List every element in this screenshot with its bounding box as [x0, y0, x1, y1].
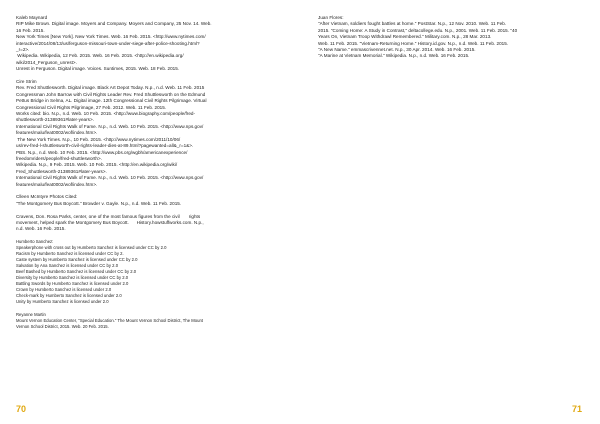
- citation-entry: PBS. N.p., n.d. Web. 10 Feb. 2015. <http://www.pbs.org/wgbh/americanexperience/ freedomriders/people/fred-shuttlesworth>.: [16, 149, 188, 161]
- citation-entry: Crown by Humberto Sanchez is licensed under 2.0: [16, 287, 112, 293]
- right-column: [318, 15, 582, 66]
- citation-entry: Beef Bashed by Humberto Sanchez is licensed under CC by 2.0: [16, 269, 137, 275]
- citation-entry: Check-mark by Humberto Sanchez is licensed under 2.0: [16, 293, 122, 299]
- right-page: [300, 0, 600, 424]
- citation-entry: Unrest in Ferguson. Digital image. Voices. Suntimes, 2015. Web. 18 Feb. 2015.: [16, 66, 180, 72]
- citation-entry: Salvation by Ana Sanchez is licensed under CC by 2.0: [16, 263, 119, 269]
- section-heading: Kaleb Maynard: [16, 15, 48, 20]
- citation-entry: RIP Mike Brown. Digital image. Moyers and Company. Moyers and Company, 25 Nov. 14. Web. 16 Feb. 2015.: [16, 21, 212, 33]
- citation-entry: "The Montgomery Bus Boycott." Browder v. Gayle. N.p., n.d. Web. 11 Feb. 2015.: [16, 200, 182, 206]
- page-number: 70: [16, 404, 27, 414]
- citation-entry: Battling Swords by Humberto Sanchez is licensed under 2.0: [16, 281, 129, 287]
- citation-entry: Unity by Humberto Sanchez is licensed under 2.0: [16, 299, 109, 305]
- citation-entry: Mount Vernon Education Center, "Special Education." The Mount Vernon School District, The Mount Vernon School District, 2015. Web. 20 Feb. 2015.: [16, 317, 203, 329]
- page-number: 71: [571, 404, 582, 414]
- citation-entry: Caste system by Humberto Sanchez is licensed under CC by 2.0: [16, 257, 138, 263]
- citation-entry: New York Times [New York]. New York Times. Web. 16 Feb. 2015. <http://www.nytimes.com/ interactive/2014/08/13/us/ferguson-missouri-town-under-siege-after-police-shooting.html? _r=2>.: [16, 34, 206, 53]
- citation-entry: "A New Name." emmascrivennet.net. N.p., 30 Apr. 2014. Web. 16 Feb. 2015.: [318, 47, 476, 53]
- citation-entry: Cravens, Don. Rosa Parks, center, one of the most famous figures from the civil rights movement, helped spark the Montgomery Bus Boycott. History.howstuffworks.com. N.p., n.d. Web. 16 Feb. 2015.: [16, 213, 204, 232]
- citation-section-small: [16, 312, 278, 330]
- citation-entry: Speakerphone with cross out by Humberto Sanchez is licensed under CC by 2.0: [16, 245, 167, 251]
- left-column: [16, 15, 278, 336]
- citation-entry: The New York Times. N.p., 10 Feb. 2015. <http://www.nytimes.com/2011/10/06/ us/rev-fred-l-shuttlesworth-civil-rights-leader-dies-at-89.html?pagewanted=all&_r=1&>.: [16, 136, 194, 149]
- citation-entry: Congressman John Barrow with Civil Rights Leader Rev. Fred Shuttlesworth on the Edmund Pettus Bridge in Selma, AL. Digital image. 12th Congressional Civil Rights Pilgrimage. Virtual Congressional Civil Rights Pilgrimage, 27 Feb. 2012. Web. 11 Feb. 2015.: [16, 91, 207, 110]
- citation-section: [16, 79, 278, 188]
- citation-entry: Racism by Humberto Sanchez is licensed under CC by 2.: [16, 251, 124, 257]
- section-heading: Reyanne Martin: [16, 311, 46, 317]
- citation-entry: "A Marine at Vietnam Memorial." Wikipedia. N.p., n.d. Web. 16 Feb. 2015.: [318, 53, 470, 59]
- section-heading: Humberto Sanchez:: [16, 239, 54, 245]
- citation-section-small: [16, 239, 278, 305]
- citation-entry: International Civil Rights Walk of Fame. N.p., n.d. Web. 10 Feb. 2015. <http://www.nps.gov/ features/malu/feat0002/wof/index.htm>.: [16, 175, 204, 187]
- citation-entry: Diversity by Humberto Sanchez is licensed under CC by 2.0: [16, 275, 129, 281]
- citation-entry: Wikipedia. N.p., 9 Feb. 2015. Web. 10 Feb. 2015. <http://en.wikipedia.org/wiki/ Fred_Shuttlesworth-21389361#later-years>.: [16, 162, 178, 174]
- section-heading: Juan Flores:: [318, 15, 344, 20]
- citation-entry: Works cited: bio. N.p., n.d. Web. 10 Feb. 2015. <http://www.biography.com/people/fred- shuttlesworth-21389361#later-years>.: [16, 111, 196, 123]
- citation-entry: Rev. Fred Shuttlesworth. Digital image. Black Art Depot Today. N.p., n.d. Web. 11 Feb. 2015: [16, 85, 205, 91]
- section-heading: Clleen McIntyre Photos Cited:: [16, 194, 78, 200]
- citation-section: [16, 15, 278, 73]
- citation-entry: Wikipedia. Wikipedia, 12 Feb. 2015. Web. 16 Feb. 2015. <http://en.wikipedia.org/ wiki/2014_Ferguson_unrest>.: [16, 53, 184, 65]
- citation-section: [16, 194, 278, 207]
- citation-entry: "After Vietnam, soldiers fought battles at home." PostStar. N.p., 12 Nov. 2010. Web. 11 Feb. 2015. "Coming Home: A Study in Contrast," deltacollege.edu. N.p., 2001. Web. 11 Feb. 2015. "40 Years On, Vietnam Troop Withdrawl Remembered." Military.com. N.p., 28 Mar. 2013. Web. 11 Feb. 2015. "Vietnam-Returning Home." History.id.gov. N.p., n.d. Web. 11 Feb. 2015.: [318, 21, 518, 46]
- citation-entry: International Civil Rights Walk of Fame. N.p., n.d. Web. 10 Feb. 2015. <http://www.nps.gov/ features/malu/feat0002/wof/index.htm>.: [16, 123, 204, 136]
- section-heading: Cire Strim: [16, 79, 37, 85]
- citation-section: [318, 15, 582, 60]
- citation-section: [16, 214, 278, 233]
